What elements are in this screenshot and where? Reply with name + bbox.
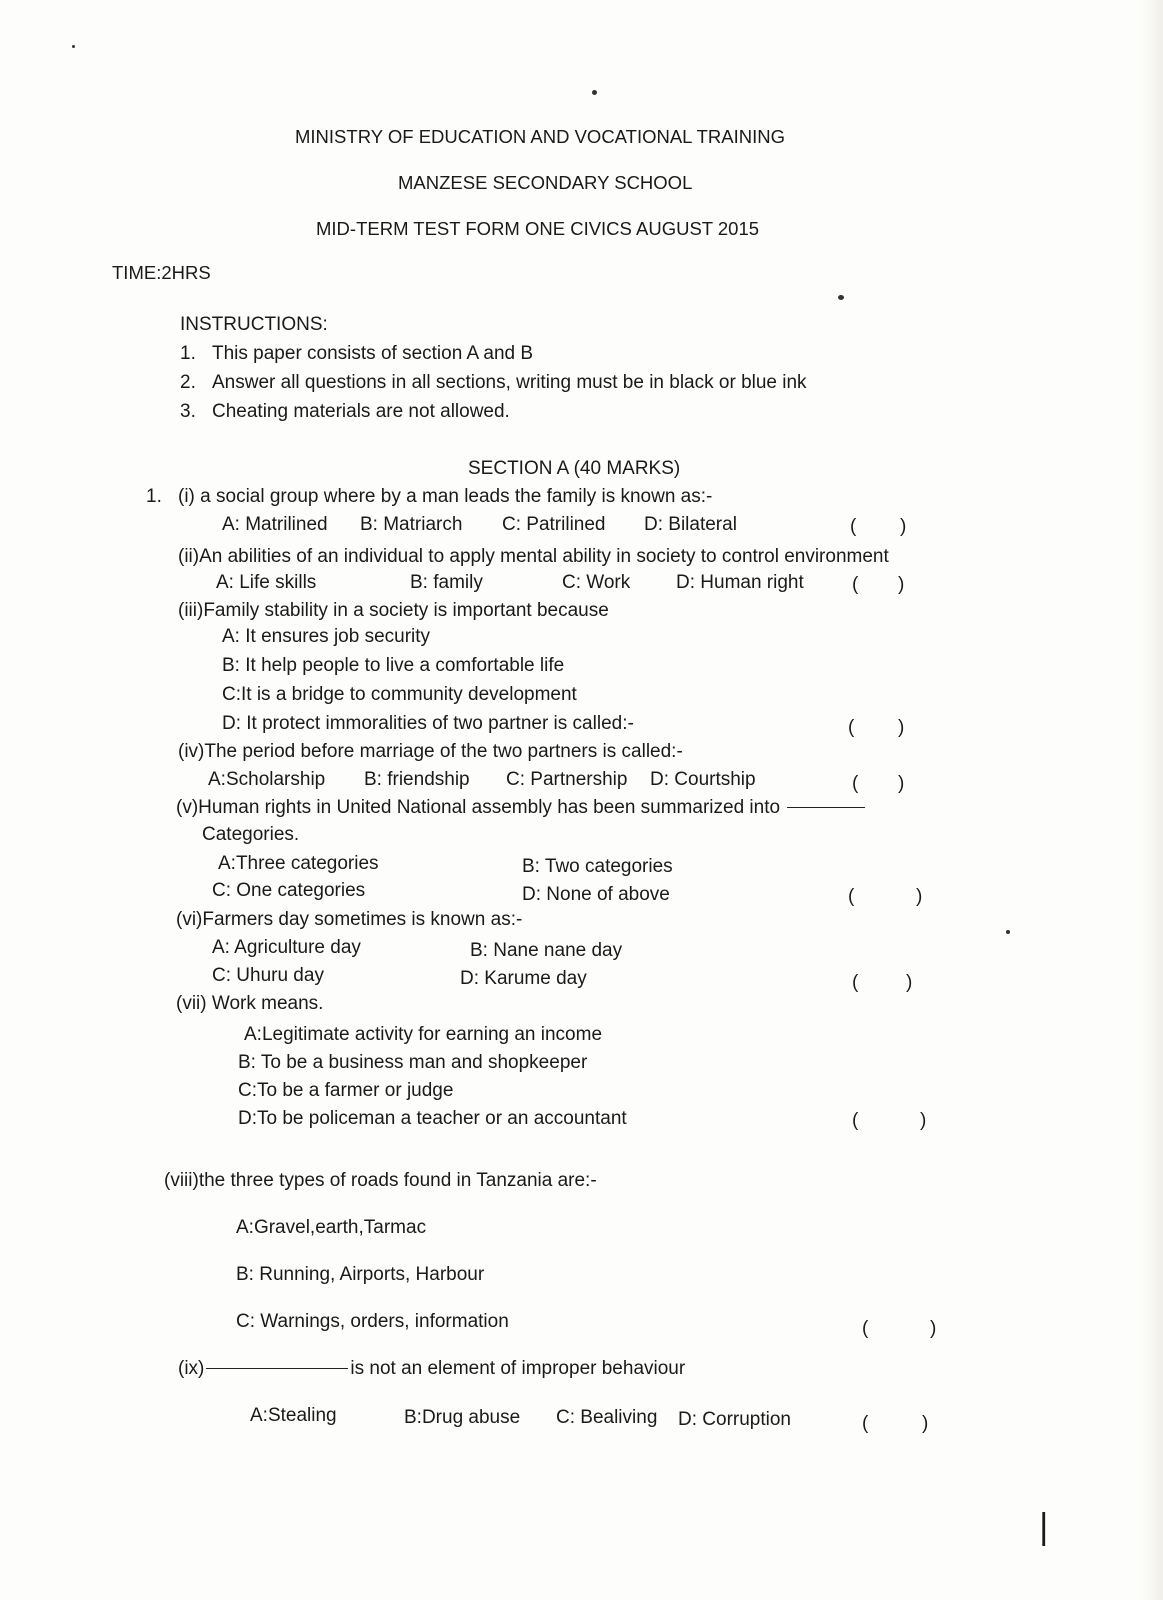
question-stem: (viii)the three types of roads found in Tanzania are:- xyxy=(164,1170,597,1191)
option: A:Legitimate activity for earning an income xyxy=(244,1024,603,1045)
question-stem-continued: Categories. xyxy=(202,824,300,845)
answer-bracket-open: ( xyxy=(848,717,855,738)
question-stem: (vii) Work means. xyxy=(176,993,324,1014)
answer-bracket-close: ) xyxy=(906,972,913,993)
option: A:Gravel,earth,Tarmac xyxy=(236,1217,427,1238)
question-stem xyxy=(176,797,867,819)
answer-bracket-open: ( xyxy=(852,574,859,595)
page-mark: | xyxy=(1038,1507,1050,1547)
answer-bracket-open: ( xyxy=(850,516,857,537)
blank-line xyxy=(787,807,865,808)
option: A: Matrilined xyxy=(222,514,328,535)
instruction-text: Cheating materials are not allowed. xyxy=(212,401,510,422)
option: D: None of above xyxy=(522,884,670,905)
option: C: Work xyxy=(562,572,631,593)
scan-speck xyxy=(1006,930,1010,934)
option: D: Bilateral xyxy=(644,514,737,535)
option: B: friendship xyxy=(364,769,470,790)
time-label: TIME:2HRS xyxy=(112,262,211,283)
option: C: Patrilined xyxy=(502,514,606,535)
option: B: family xyxy=(410,572,483,593)
option: C: Warnings, orders, information xyxy=(236,1311,509,1332)
question-stem: (vi)Farmers day sometimes is known as:- xyxy=(176,909,523,930)
answer-bracket-open: ( xyxy=(852,773,859,794)
question-number: 1. xyxy=(146,486,162,507)
option: A:Scholarship xyxy=(208,769,326,790)
scan-speck xyxy=(72,45,75,48)
answer-bracket-close: ) xyxy=(922,1413,929,1434)
option: D: It protect immoralities of two partner is called:- xyxy=(222,713,634,734)
option: A: Life skills xyxy=(216,572,317,593)
answer-bracket-close: ) xyxy=(898,574,905,595)
option: D:To be policeman a teacher or an accountant xyxy=(238,1108,627,1129)
option: B: Matriarch xyxy=(360,514,463,535)
option: A:Stealing xyxy=(250,1405,337,1426)
option: A: It ensures job security xyxy=(222,626,431,647)
option: C: One categories xyxy=(212,880,366,901)
option: C: Bealiving xyxy=(556,1407,658,1428)
answer-bracket-open: ( xyxy=(852,1110,859,1131)
option: D: Human right xyxy=(676,572,804,593)
instruction-text: This paper consists of section A and B xyxy=(212,343,534,364)
answer-bracket-close: ) xyxy=(898,717,905,738)
question-stem xyxy=(178,1358,685,1380)
option: B: Nane nane day xyxy=(470,940,623,961)
option: A:Three categories xyxy=(218,853,379,874)
instruction-number: 3. xyxy=(180,401,196,422)
answer-bracket-open: ( xyxy=(852,972,859,993)
question-stem-prefix: (ix) xyxy=(178,1358,205,1379)
option: D: Karume day xyxy=(460,968,587,989)
blank-line xyxy=(206,1368,348,1369)
option: D: Corruption xyxy=(678,1409,791,1430)
option: C: Uhuru day xyxy=(212,965,324,986)
instructions-title: INSTRUCTIONS: xyxy=(180,314,328,335)
answer-bracket-close: ) xyxy=(916,886,923,907)
school-heading: MANZESE SECONDARY SCHOOL xyxy=(398,172,693,193)
instruction-text: Answer all questions in all sections, writing must be in black or blue ink xyxy=(212,372,807,393)
instruction-number: 2. xyxy=(180,372,196,393)
question-stem-text: (v)Human rights in United National assembly has been summarized into xyxy=(176,797,781,818)
answer-bracket-open: ( xyxy=(862,1413,869,1434)
option: A: Agriculture day xyxy=(212,937,361,958)
option: C: Partnership xyxy=(506,769,628,790)
question-stem: (i) a social group where by a man leads the family is known as:- xyxy=(178,486,713,507)
option: D: Courtship xyxy=(650,769,756,790)
answer-bracket-close: ) xyxy=(898,773,905,794)
ministry-heading: MINISTRY OF EDUCATION AND VOCATIONAL TRAINING xyxy=(295,126,785,147)
instruction-number: 1. xyxy=(180,343,196,364)
option: B: It help people to live a comfortable life xyxy=(222,655,565,676)
option: B: Two categories xyxy=(522,856,673,877)
scan-speck xyxy=(838,295,844,300)
option: C:It is a bridge to community development xyxy=(222,684,577,705)
answer-bracket-close: ) xyxy=(930,1318,937,1339)
answer-bracket-close: ) xyxy=(920,1110,927,1131)
answer-bracket-close: ) xyxy=(900,516,907,537)
scan-edge-shadow xyxy=(1141,0,1163,1600)
option: B:Drug abuse xyxy=(404,1407,521,1428)
option: B: Running, Airports, Harbour xyxy=(236,1264,485,1285)
option: C:To be a farmer or judge xyxy=(238,1080,454,1101)
test-heading: MID-TERM TEST FORM ONE CIVICS AUGUST 2015 xyxy=(316,218,760,239)
question-stem-text: is not an element of improper behaviour xyxy=(350,1358,686,1379)
option: B: To be a business man and shopkeeper xyxy=(238,1052,588,1073)
question-stem: (ii)An abilities of an individual to apply mental ability in society to control environment xyxy=(178,546,889,567)
section-title: SECTION A (40 MARKS) xyxy=(468,458,681,479)
answer-bracket-open: ( xyxy=(862,1318,869,1339)
question-stem: (iv)The period before marriage of the two partners is called:- xyxy=(178,741,683,762)
answer-bracket-open: ( xyxy=(848,886,855,907)
question-stem: (iii)Family stability in a society is important because xyxy=(178,600,609,621)
scan-speck xyxy=(592,90,597,95)
